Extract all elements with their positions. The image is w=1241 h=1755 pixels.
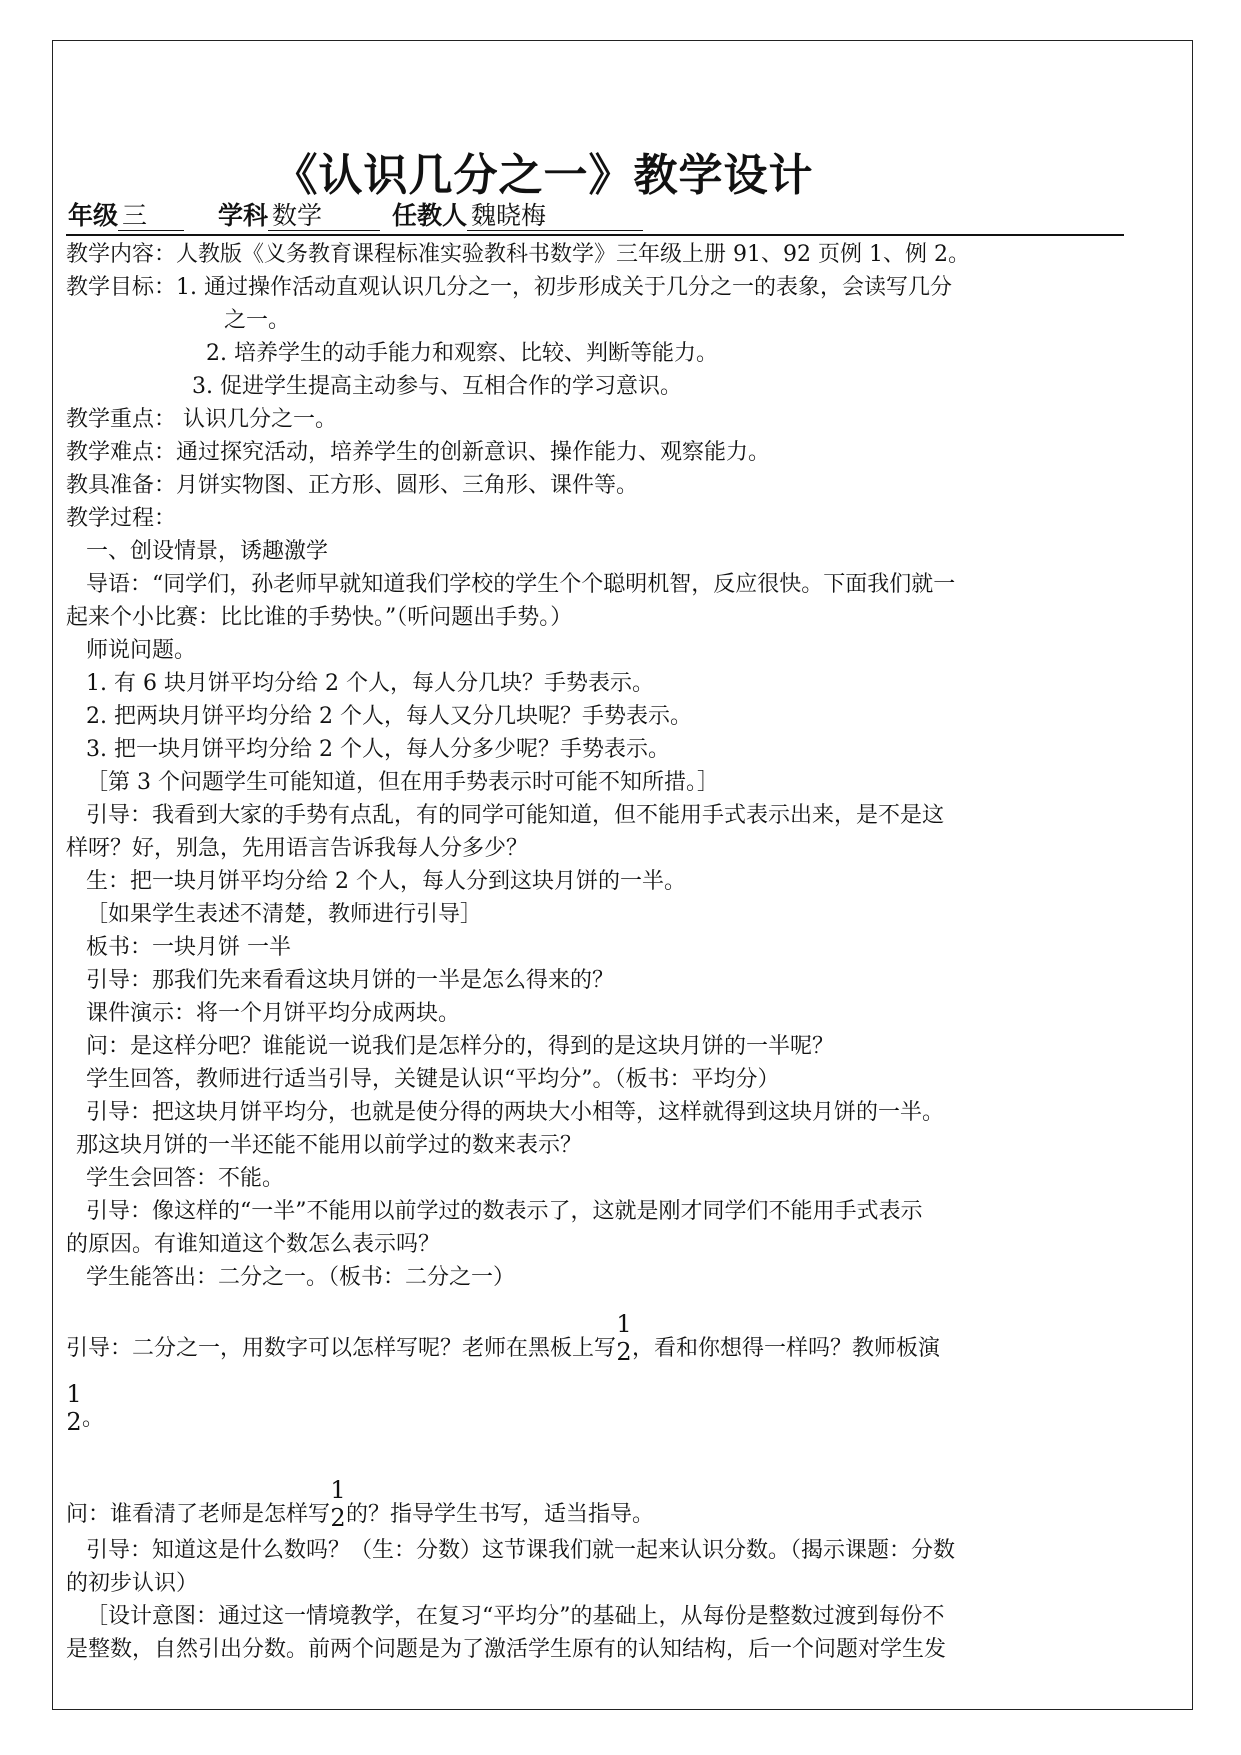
- text-line: 板书：一块月饼 一半: [86, 935, 291, 960]
- text-line: 之一。: [224, 308, 291, 333]
- text-line: 样呀？好，别急，先用语言告诉我每人分多少？: [66, 836, 529, 861]
- text-line: 导语：“同学们，孙老师早就知道我们学校的学生个个聪明机智，反应很快。下面我们就一: [86, 572, 956, 597]
- text-line: 1. 有 6 块月饼平均分给 2 个人，每人分几块？手势表示。: [86, 671, 654, 696]
- grade-label: 年级: [68, 201, 119, 230]
- fraction-one-half: [66, 1382, 82, 1434]
- text-line: 教学内容：人教版《义务教育课程标准实验教科书数学》三年级上册 91、92 页例 1、例 2。: [66, 242, 970, 267]
- fraction-numerator: 1: [66, 1380, 82, 1408]
- fraction-denominator: 2: [66, 1408, 82, 1436]
- text-line: 的原因。有谁知道这个数怎么表示吗？: [66, 1232, 441, 1257]
- text-line: 教学目标：1. 通过操作活动直观认识几分之一，初步形成关于几分之一的表象，会读写几分: [66, 275, 952, 300]
- text-line: ［第 3 个问题学生可能知道，但在用手势表示时可能不知所措。］: [86, 770, 719, 795]
- text-line: 师说问题。: [86, 638, 197, 663]
- text-line: 教具准备：月饼实物图、正方形、圆形、三角形、课件等。: [66, 473, 639, 498]
- text-line: 教学难点：通过探究活动，培养学生的创新意识、操作能力、观察能力。: [66, 440, 771, 465]
- text-line: 问：是这样分吧？谁能说一说我们是怎样分的，得到的是这块月饼的一半呢？: [86, 1034, 835, 1059]
- text-line: 学生会回答：不能。: [86, 1166, 285, 1191]
- text-segment: 问：谁看清了老师是怎样写: [66, 1502, 331, 1527]
- text-line: 课件演示：将一个月饼平均分成两块。: [86, 1001, 461, 1026]
- text-line: 起来个小比赛：比比谁的手势快。”（听问题出手势。）: [66, 605, 573, 630]
- teacher-label: 任教人: [392, 201, 468, 230]
- fraction-numerator: 1: [330, 1476, 346, 1504]
- text-segment: 的？指导学生书写，适当指导。: [346, 1502, 655, 1527]
- header-rule: [66, 234, 1124, 236]
- text-line: 2. 培养学生的动手能力和观察、比较、判断等能力。: [206, 341, 718, 366]
- text-line: 2. 把两块月饼平均分给 2 个人，每人又分几块呢？手势表示。: [86, 704, 692, 729]
- text-line: 引导：那我们先来看看这块月饼的一半是怎么得来的？: [86, 968, 615, 993]
- text-segment: 引导：二分之一，用数字可以怎样写呢？老师在黑板上写: [66, 1336, 617, 1361]
- section-heading: 一、创设情景，诱趣激学: [86, 539, 329, 564]
- text-line: 教学重点： 认识几分之一。: [66, 407, 337, 432]
- fraction-line: [66, 1368, 1126, 1438]
- text-line: 引导：把这块月饼平均分，也就是使分得的两块大小相等，这样就得到这块月饼的一半。: [86, 1100, 945, 1125]
- subject-value: 数学: [268, 202, 380, 231]
- text-line: 是整数，自然引出分数。前两个问题是为了激活学生原有的认知结构，后一个问题对学生发: [66, 1637, 947, 1662]
- text-line: 教学过程：: [66, 506, 177, 531]
- text-line: 3. 促进学生提高主动参与、互相合作的学习意识。: [192, 374, 682, 399]
- text-line: 学生回答，教师进行适当引导，关键是认识“平均分”。（板书：平均分）: [86, 1067, 780, 1092]
- teacher-value: 魏晓梅: [467, 202, 643, 231]
- fraction-denominator: 2: [330, 1504, 346, 1532]
- text-line: 的初步认识）: [66, 1571, 199, 1596]
- text-line: 引导：像这样的“一半”不能用以前学过的数表示了，这就是刚才同学们不能用手式表示: [86, 1199, 923, 1224]
- text-line: ［设计意图：通过这一情境教学，在复习“平均分”的基础上，从每份是整数过渡到每份不: [86, 1604, 945, 1629]
- fraction-one-half: [616, 1312, 632, 1364]
- subject-label: 学科: [218, 201, 269, 230]
- meta-row: [68, 196, 643, 232]
- fraction-one-half: [330, 1478, 346, 1530]
- fraction-line: [66, 1294, 1126, 1368]
- text-line: 生：把一块月饼平均分给 2 个人，每人分到这块月饼的一半。: [86, 869, 686, 894]
- document-body: [66, 238, 1126, 1666]
- fraction-numerator: 1: [616, 1310, 632, 1338]
- fraction-denominator: 2: [616, 1338, 632, 1366]
- text-line: ［如果学生表述不清楚，教师进行引导］: [86, 902, 483, 927]
- text-line: 引导：我看到大家的手势有点乱，有的同学可能知道，但不能用手式表示出来，是不是这: [86, 803, 945, 828]
- text-segment: 。: [82, 1406, 105, 1431]
- fraction-line: [66, 1438, 1126, 1534]
- text-line: 那这块月饼的一半还能不能用以前学过的数来表示？: [76, 1133, 583, 1158]
- document-title: 《认识几分之一》教学设计: [273, 150, 814, 201]
- text-segment: ，看和你想得一样吗？教师板演: [632, 1336, 941, 1361]
- text-line: 学生能答出：二分之一。（板书：二分之一）: [86, 1265, 516, 1290]
- text-line: 引导：知道这是什么数吗？（生：分数）这节课我们就一起来认识分数。（揭示课题：分数: [86, 1538, 956, 1563]
- text-line: 3. 把一块月饼平均分给 2 个人，每人分多少呢？手势表示。: [86, 737, 670, 762]
- grade-value: 三: [118, 202, 184, 231]
